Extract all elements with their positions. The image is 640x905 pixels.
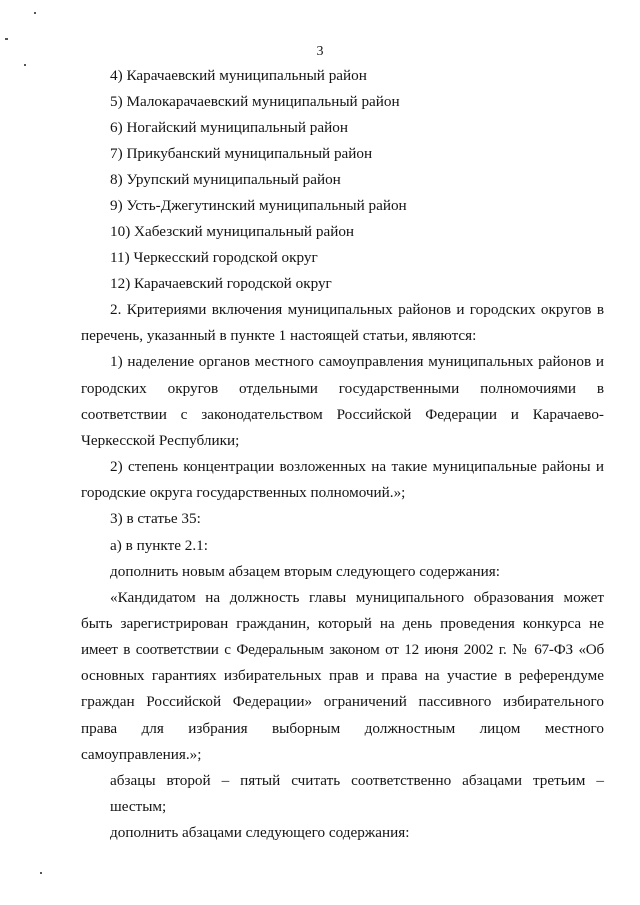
text-line: права для избрания выборным должностным лицом местного — [81, 720, 604, 737]
text-line: имеет в соответствии с Федеральным законом от 12 июня 2002 г. № 67-ФЗ «Об — [81, 641, 604, 658]
text-line: 9) Усть-Джегутинский муниципальный район — [110, 197, 407, 214]
text-line: 6) Ногайский муниципальный район — [110, 119, 348, 136]
text-line: шестым; — [110, 798, 167, 815]
scan-mark — [5, 38, 8, 40]
scan-mark — [34, 12, 36, 14]
text-line: дополнить новым абзацем вторым следующего содержания: — [110, 563, 500, 580]
scan-mark — [24, 64, 26, 66]
text-line: дополнить абзацами следующего содержания: — [110, 824, 410, 841]
text-line: 11) Черкесский городской округ — [110, 249, 318, 266]
text-line: граждан Российской Федерации» ограничений пассивного избирательного — [81, 693, 604, 710]
scan-mark — [40, 872, 42, 874]
text-line: 7) Прикубанский муниципальный район — [110, 145, 373, 162]
text-line: 4) Карачаевский муниципальный район — [110, 67, 367, 84]
text-line: 10) Хабезский муниципальный район — [110, 223, 355, 240]
text-line: 3) в статье 35: — [110, 510, 201, 527]
text-line: быть зарегистрирован гражданин, который на день проведения конкурса не — [81, 615, 604, 632]
text-line: 5) Малокарачаевский муниципальный район — [110, 93, 400, 110]
text-line: городские округа государственных полномочий.»; — [81, 484, 406, 501]
text-line: городских округов отдельными государственными полномочиями в — [81, 380, 604, 397]
text-line: 12) Карачаевский городской округ — [110, 275, 332, 292]
text-line: Черкесской Республики; — [81, 432, 240, 449]
text-line: 1) наделение органов местного самоуправления муниципальных районов и — [110, 353, 604, 370]
text-line: 2) степень концентрации возложенных на такие муниципальные районы и — [110, 458, 604, 475]
text-line: 2. Критериями включения муниципальных районов и городских округов в — [110, 301, 604, 318]
text-line: самоуправления.»; — [81, 746, 202, 763]
page-number: 3 — [316, 44, 324, 59]
text-line: перечень, указанный в пункте 1 настоящей статьи, являются: — [81, 327, 477, 344]
text-line: а) в пункте 2.1: — [110, 537, 208, 554]
text-line: абзацы второй – пятый считать соответственно абзацами третьим – — [110, 772, 604, 789]
text-line: соответствии с законодательством Российской Федерации и Карачаево- — [81, 406, 604, 423]
text-line: основных гарантиях избирательных прав и права на участие в референдуме — [81, 667, 604, 684]
text-line: «Кандидатом на должность главы муниципального образования может — [110, 589, 604, 606]
text-line: 8) Урупский муниципальный район — [110, 171, 341, 188]
